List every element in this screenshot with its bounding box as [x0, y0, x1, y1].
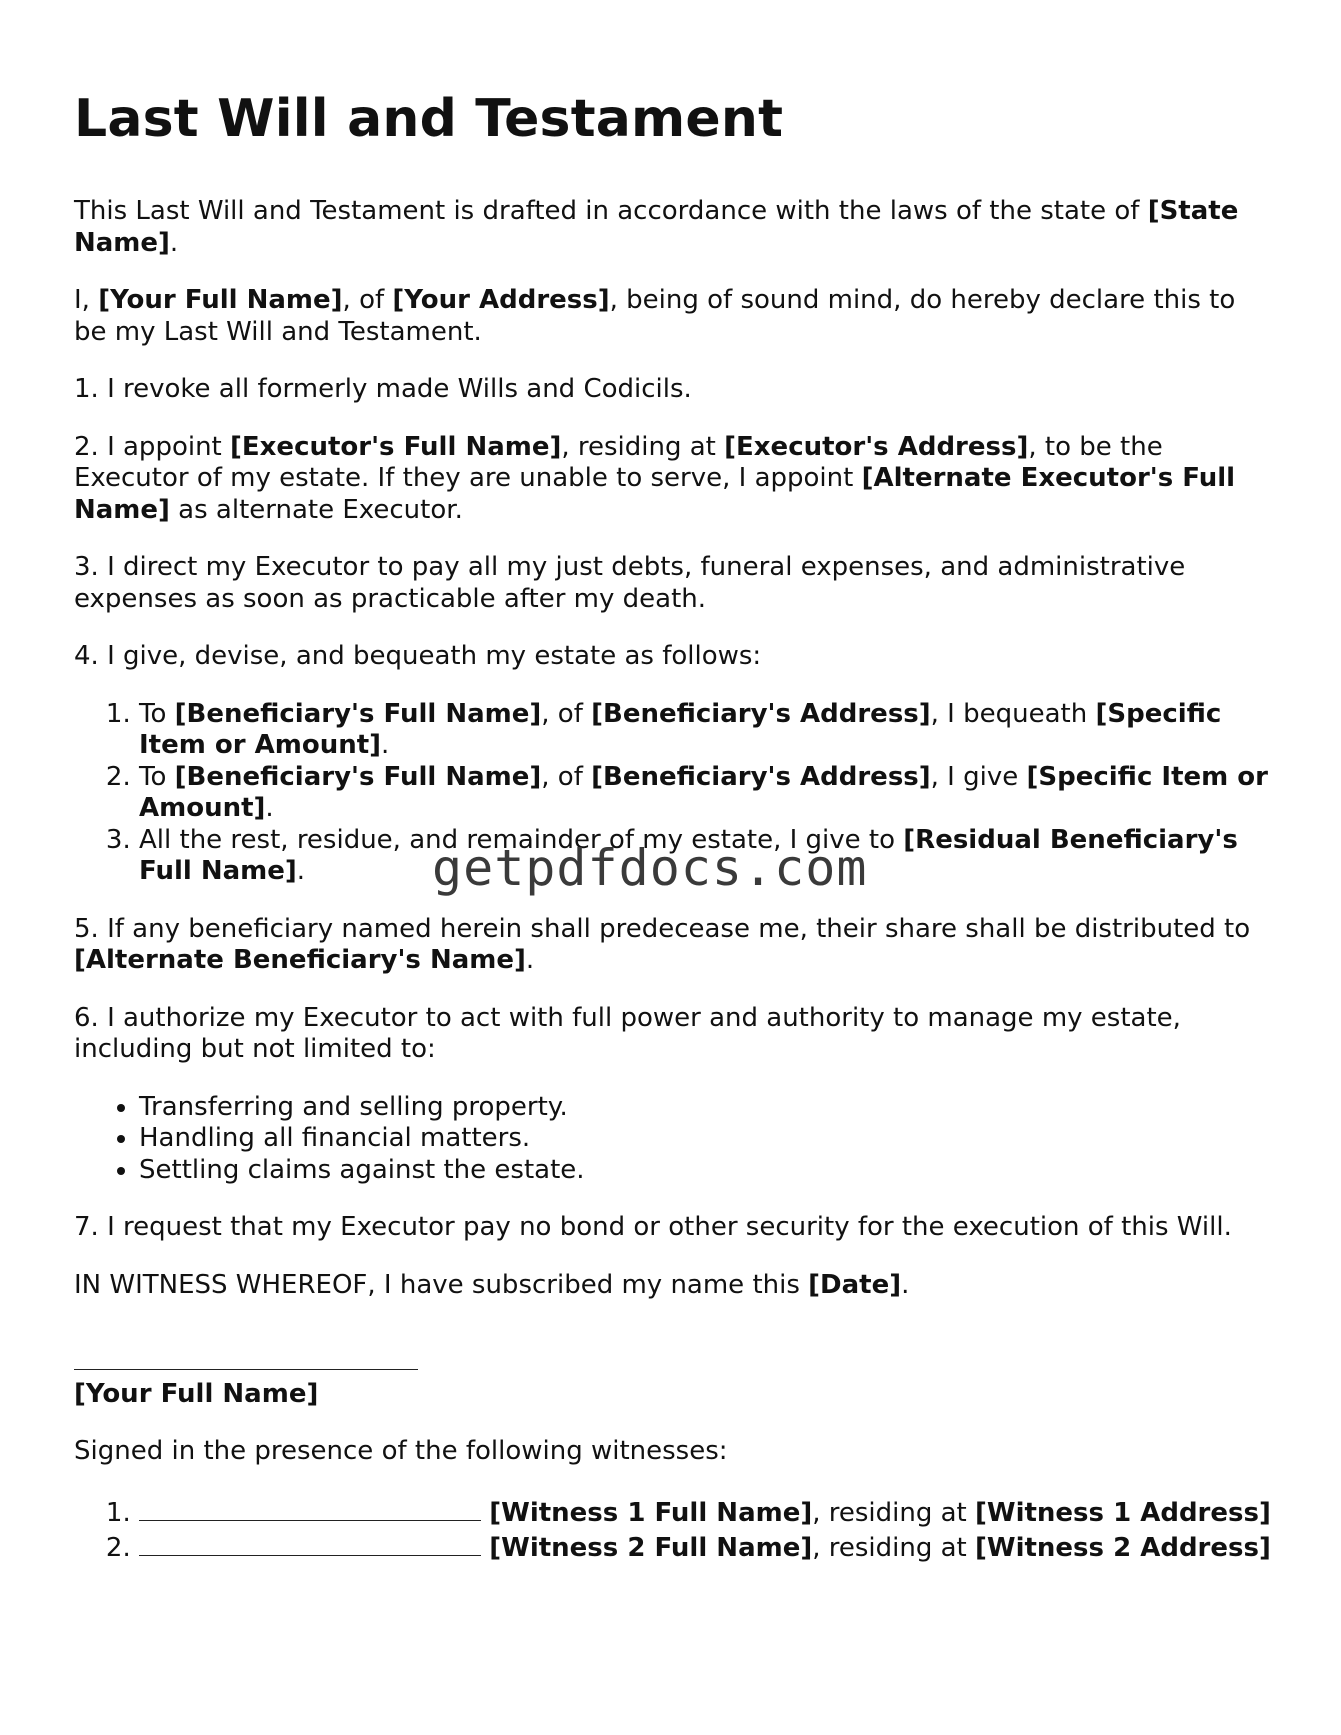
testator-address-placeholder: [Your Address] — [392, 285, 610, 315]
list-item: • Settling claims against the estate. — [139, 1155, 1274, 1187]
watermark: getpdfdocs.com — [432, 839, 868, 897]
clause-1: 1. I revoke all formerly made Wills and Codicils. — [74, 374, 692, 404]
state-placeholder: [State Name] — [74, 196, 1239, 258]
executor-powers-list — [74, 1092, 1274, 1187]
signature-name: [Your Full Name] — [74, 1378, 319, 1409]
witness-whereof: IN WITNESS WHEREOF, I have subscribed my name this [Date]. — [74, 1269, 910, 1300]
declaration-paragraph: I, [Your Full Name], of [Your Address], being of sound mind, do hereby declare this to be my Last Will and Testament. — [74, 285, 1236, 347]
clause-5: 5. If any beneficiary named herein shall predecease me, their share shall be distributed to [Alternate Beneficiary's Name]. — [74, 913, 1251, 975]
signature-line[interactable] — [74, 1345, 418, 1370]
intro-paragraph: This Last Will and Testament is drafted in accordance with the laws of the state of [State Name]. — [74, 196, 1239, 258]
clause-7: 7. I request that my Executor pay no bond or other security for the execution of this Will. — [74, 1212, 1232, 1242]
testator-signature-block — [74, 1345, 1274, 1410]
list-item: • Handling all financial matters. — [139, 1123, 1274, 1155]
clause-2: 2. I appoint [Executor's Full Name], residing at [Executor's Address], to be the Executor of my estate. If they are unable to serve, I appoint [Alternate Executor's Full Name] as alternate Executor. — [74, 431, 1236, 525]
clause-4: 4. I give, devise, and bequeath my estate as follows: — [74, 641, 762, 671]
clause-6: 6. I authorize my Executor to act with full power and authority to manage my estate, including but not limited to: — [74, 1002, 1181, 1064]
list-item: • Transferring and selling property. — [139, 1092, 1274, 1124]
executor-address-placeholder: [Executor's Address] — [724, 431, 1029, 462]
testator-name-placeholder: [Your Full Name] — [98, 285, 343, 315]
alternate-executor-placeholder: [Alternate Executor's Full Name] — [74, 463, 1236, 525]
witnesses-intro: Signed in the presence of the following witnesses: — [74, 1436, 728, 1466]
witness-1-signature-line[interactable] — [139, 1494, 481, 1521]
witness-2-signature-line[interactable] — [139, 1529, 481, 1556]
alternate-beneficiary-placeholder: [Alternate Beneficiary's Name] — [74, 945, 526, 975]
list-item: 3. All the rest, residue, and remainder of my estate, I give to [Residual Beneficiary's Full Name]. — [139, 825, 1274, 888]
clause-3: 3. I direct my Executor to pay all my just debts, funeral expenses, and administrative expenses as soon as practicable after my death. — [74, 552, 1186, 614]
witness-list — [74, 1494, 1274, 1565]
list-item: 1. [Witness 1 Full Name], residing at [Witness 1 Address] — [139, 1494, 1274, 1530]
document-title: Last Will and Testament — [74, 89, 784, 149]
list-item: 2. To [Beneficiary's Full Name], of [Beneficiary's Address], I give [Specific Item or Amount]. — [139, 762, 1274, 825]
list-item: 2. [Witness 2 Full Name], residing at [Witness 2 Address] — [139, 1529, 1274, 1565]
executor-name-placeholder: [Executor's Full Name] — [230, 431, 562, 462]
date-placeholder: [Date] — [808, 1269, 902, 1300]
list-item: 1. To [Beneficiary's Full Name], of [Beneficiary's Address], I bequeath [Specific Item or Amount]. — [139, 699, 1274, 762]
